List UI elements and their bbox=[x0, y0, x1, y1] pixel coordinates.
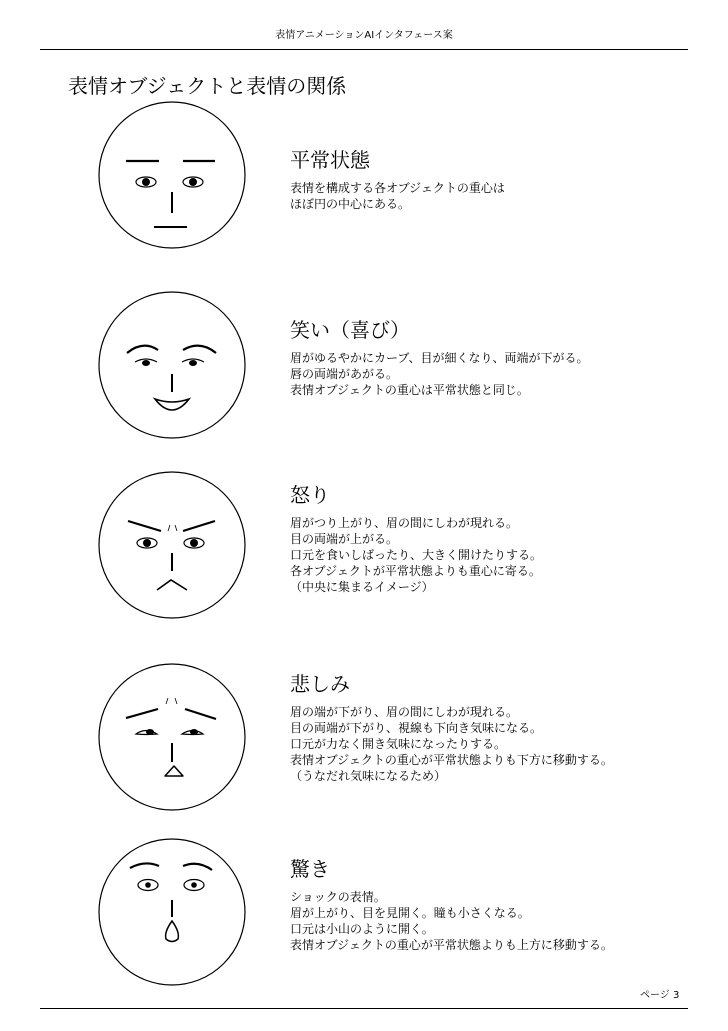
expression-title: 悲しみ bbox=[290, 672, 350, 696]
description-line: 目の両端が上がる。 bbox=[290, 532, 399, 546]
expression-description-sadness bbox=[290, 672, 700, 784]
expression-title: 平常状態 bbox=[290, 148, 370, 172]
expression-description-surprise bbox=[290, 857, 700, 953]
expression-title: 笑い（喜び） bbox=[290, 318, 410, 342]
description-line: 表情を構成する各オブジェクトの重心は bbox=[290, 181, 505, 195]
description-line: 眉がゆるやかにカーブ、目が細くなり、両端が下がる。 bbox=[290, 351, 589, 365]
description-line: 眉がつり上がり、眉の間にしわが現れる。 bbox=[290, 516, 519, 530]
description-line: 唇の両端があがる。 bbox=[290, 367, 399, 381]
smile-face-illustration bbox=[98, 291, 246, 439]
document-header-title: 表情アニメーションAIインタフェース案 bbox=[275, 30, 453, 41]
expression-description-anger bbox=[290, 483, 700, 595]
description-line: 口元は小山のように開く。 bbox=[290, 922, 434, 936]
expression-title: 驚き bbox=[290, 857, 330, 881]
description-line: （うなだれ気味になるため） bbox=[290, 769, 447, 783]
expression-description-neutral bbox=[290, 148, 700, 212]
sadness-face-illustration bbox=[98, 663, 246, 811]
description-line: 表情オブジェクトの重心が平常状態よりも上方に移動する。 bbox=[290, 938, 613, 952]
surprise-face-illustration bbox=[98, 838, 246, 986]
footer-rule bbox=[40, 1008, 688, 1009]
header-rule bbox=[40, 49, 688, 50]
description-line: 眉が上がり、目を見開く。瞳も小さくなる。 bbox=[290, 906, 530, 920]
description-line: 眉の端が下がり、眉の間にしわが現れる。 bbox=[290, 705, 519, 719]
description-line: 口元が力なく開き気味になったりする。 bbox=[290, 737, 507, 751]
description-line: （中央に集まるイメージ） bbox=[290, 580, 434, 594]
expression-title: 怒り bbox=[290, 483, 330, 507]
neutral-face-illustration bbox=[98, 101, 246, 249]
page-number: ページ 3 bbox=[640, 990, 680, 1001]
description-line: 口元を食いしばったり、大きく開けたりする。 bbox=[290, 548, 543, 562]
description-line: 表情オブジェクトの重心は平常状態と同じ。 bbox=[290, 383, 529, 397]
expression-description-smile bbox=[290, 318, 700, 398]
description-line: ショックの表情。 bbox=[290, 890, 386, 904]
section-title: 表情オブジェクトと表情の関係 bbox=[68, 74, 347, 98]
anger-face-illustration bbox=[98, 471, 246, 619]
description-line: ほぼ円の中心にある。 bbox=[290, 197, 411, 211]
description-line: 表情オブジェクトの重心が平常状態よりも下方に移動する。 bbox=[290, 753, 613, 767]
description-line: 目の両端が下がり、視線も下向き気味になる。 bbox=[290, 721, 543, 735]
description-line: 各オブジェクトが平常状態よりも重心に寄る。 bbox=[290, 564, 541, 578]
